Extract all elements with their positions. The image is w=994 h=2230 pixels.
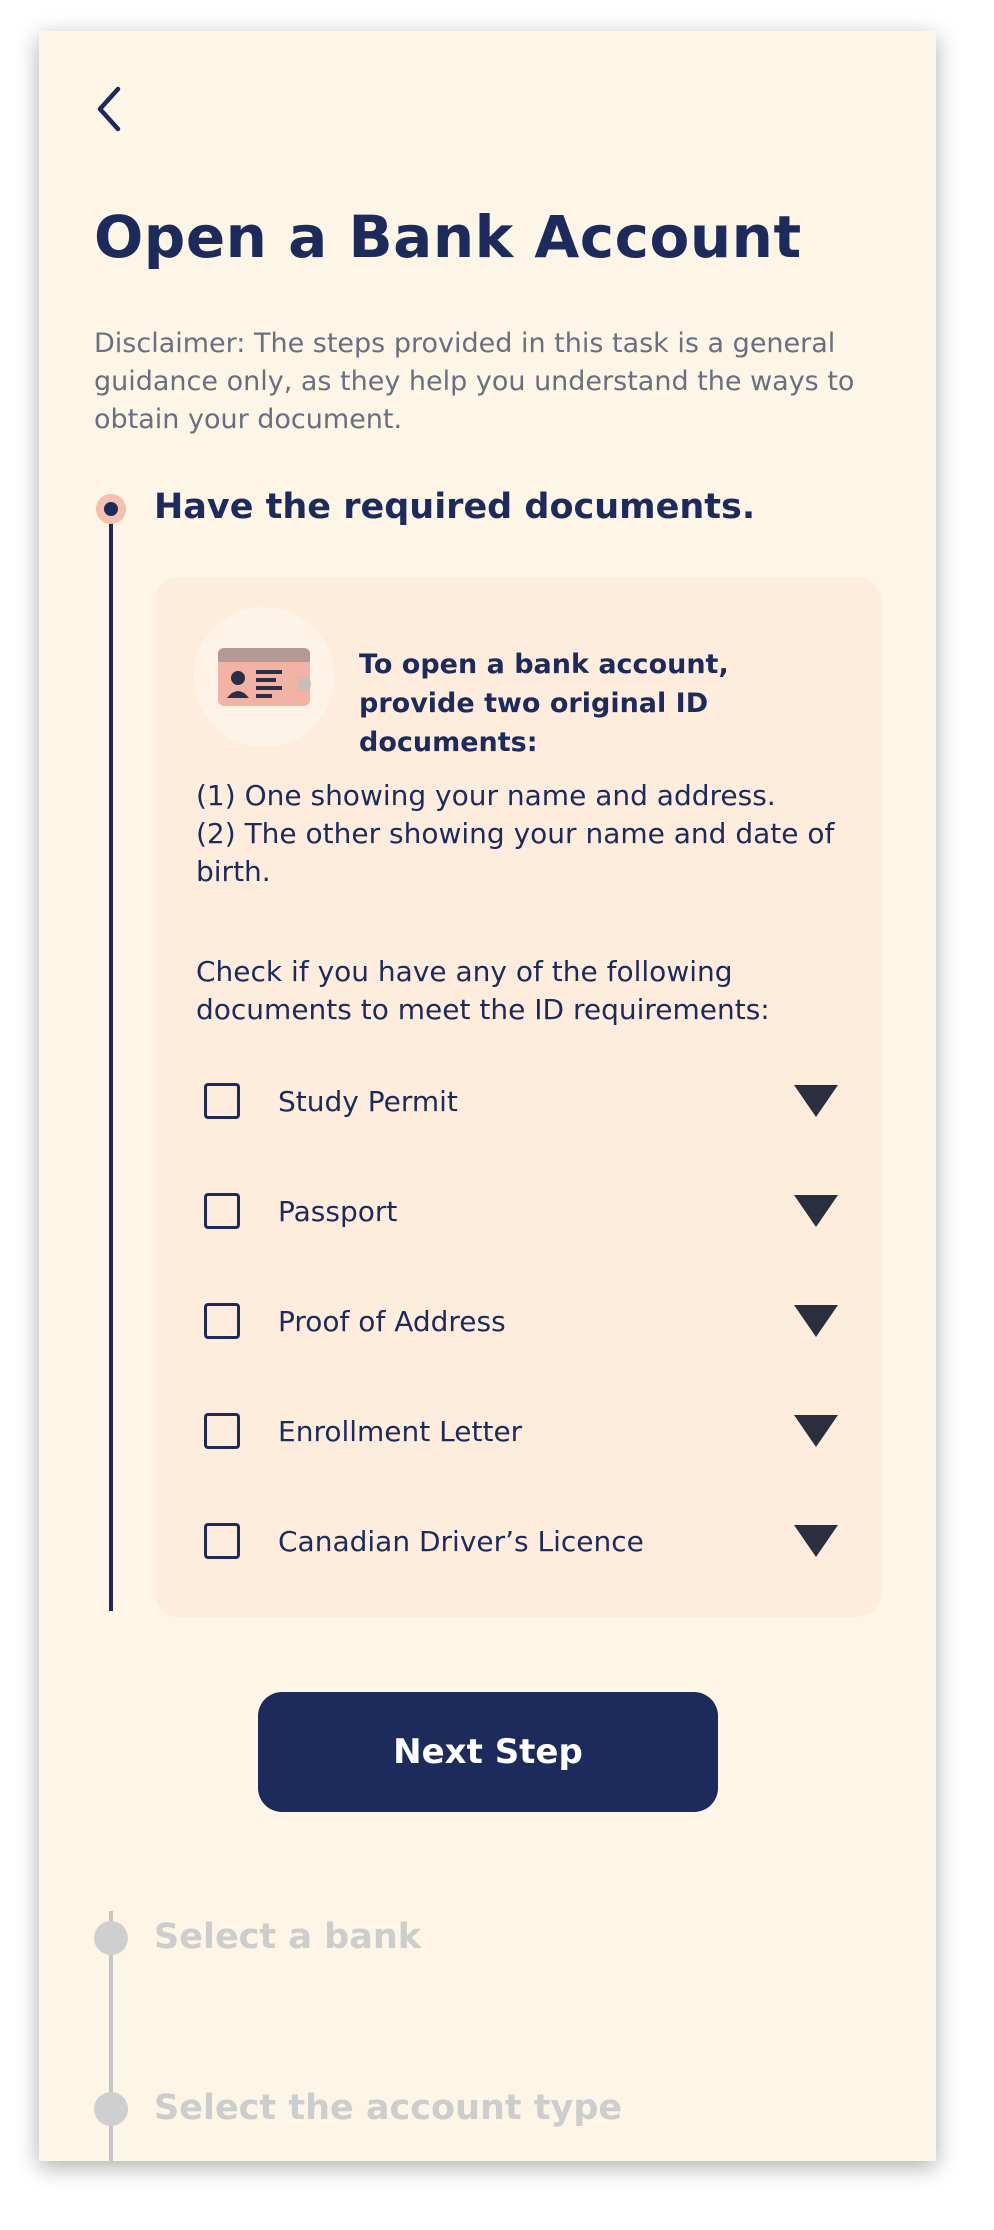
enrollment-letter-checkbox[interactable] [204,1413,240,1449]
document-row-drivers-licence[interactable] [194,1511,844,1571]
chevron-down-icon[interactable] [794,1415,838,1447]
documents-card [154,577,882,1617]
requirement-1: (1) One showing your name and address. [196,779,776,812]
id-card-icon [216,646,312,708]
next-step-button[interactable]: Next Step [258,1692,718,1812]
step-title-account-type[interactable]: Select the account type [154,2088,623,2128]
back-button[interactable] [81,81,137,137]
timeline-line-active [109,511,113,1611]
drivers-licence-checkbox[interactable] [204,1523,240,1559]
chevron-left-icon [94,85,124,133]
chevron-down-icon[interactable] [794,1525,838,1557]
step-indicator-active [96,494,126,524]
page-title: Open a Bank Account [94,203,802,271]
document-row-enrollment-letter[interactable] [194,1401,844,1461]
check-instructions: Check if you have any of the following documents to meet the ID requirements: [196,955,770,1026]
card-heading: To open a bank account, provide two original ID documents: [359,649,729,758]
study-permit-checkbox[interactable] [204,1083,240,1119]
step-title-select-bank[interactable]: Select a bank [154,1917,422,1957]
disclaimer-text: Disclaimer: The steps provided in this task is a general guidance only, as they help you understand the ways to obtain your document. [94,328,855,435]
step-title-required-documents: Have the required documents. [154,487,756,527]
step-indicator-account-type [94,2092,128,2126]
chevron-down-icon[interactable] [794,1305,838,1337]
document-label: Study Permit [278,1084,458,1118]
id-badge [194,607,334,747]
document-label: Canadian Driver’s Licence [278,1524,644,1558]
document-label: Proof of Address [278,1304,506,1338]
phone-screen [39,31,936,2161]
step-indicator-select-bank [94,1921,128,1955]
proof-of-address-checkbox[interactable] [204,1303,240,1339]
requirement-2: (2) The other showing your name and date of birth. [196,817,835,888]
document-label: Enrollment Letter [278,1414,523,1448]
chevron-down-icon[interactable] [794,1085,838,1117]
passport-checkbox[interactable] [204,1193,240,1229]
document-row-passport[interactable] [194,1181,844,1241]
document-label: Passport [278,1194,398,1228]
chevron-down-icon[interactable] [794,1195,838,1227]
document-row-proof-of-address[interactable] [194,1291,844,1351]
document-row-study-permit[interactable] [194,1071,844,1131]
